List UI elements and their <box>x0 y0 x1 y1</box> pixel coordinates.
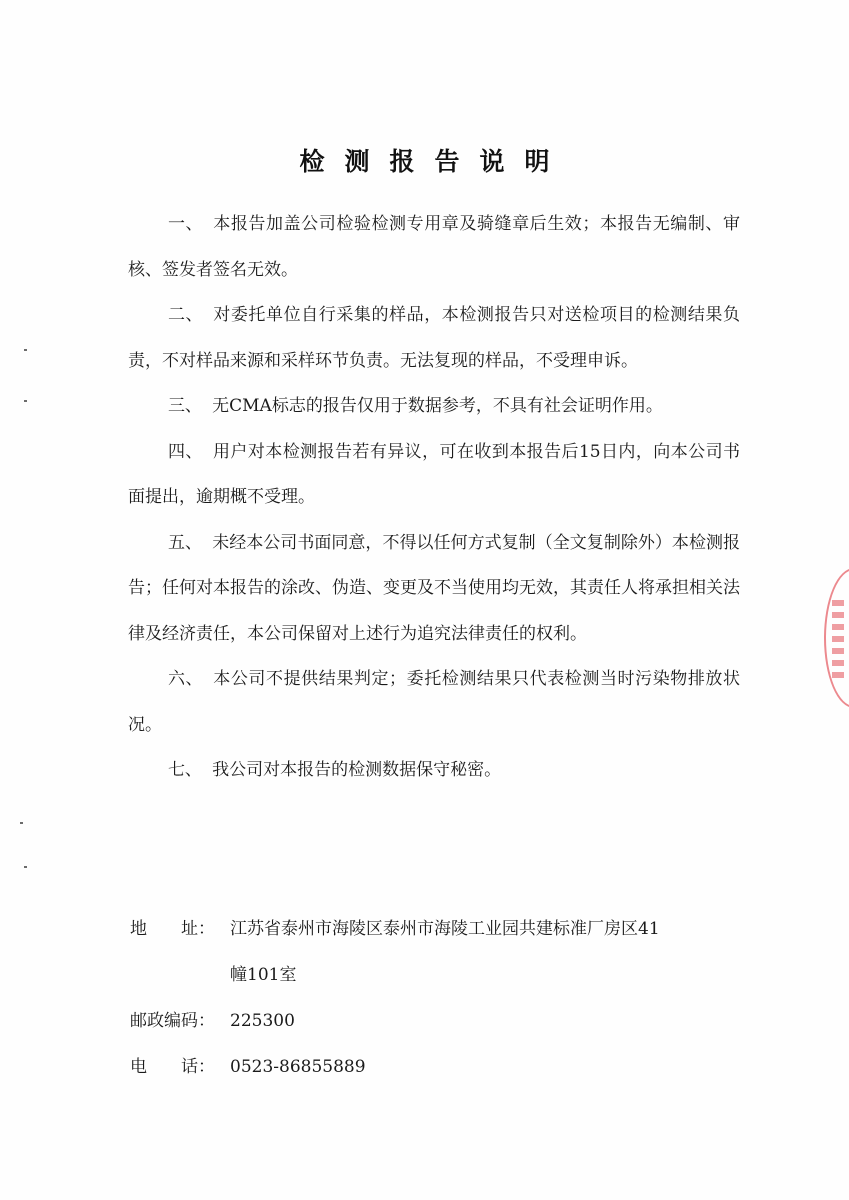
scan-speck <box>24 400 27 402</box>
list-item <box>128 384 740 430</box>
item-number: 二、 <box>167 305 204 325</box>
address-row-continued <box>130 952 750 998</box>
seal-stamp-edge <box>824 568 849 708</box>
postcode-row <box>130 998 750 1044</box>
list-item <box>128 430 740 521</box>
phone-value: 0523-86855889 <box>230 1057 366 1077</box>
phone-label: 电 话： <box>130 1057 215 1077</box>
list-item <box>128 202 740 293</box>
item-number: 三、 <box>167 396 202 416</box>
address-label: 地 址： <box>130 919 215 939</box>
item-number: 五、 <box>167 532 202 553</box>
address-value-line2: 幢101室 <box>230 965 297 985</box>
item-number: 一、 <box>167 214 204 234</box>
contact-info <box>130 906 750 1090</box>
item-number: 七、 <box>167 760 202 780</box>
list-item <box>128 748 740 794</box>
postcode-label: 邮政编码： <box>130 1011 215 1031</box>
item-text: 本公司不提供结果判定；委托检测结果只代表检测当时污染物排放状况。 <box>128 669 741 735</box>
item-text: 未经本公司书面同意，不得以任何方式复制（全文复制除外）本检测报告；任何对本报告的涂改、伪造、变更及不当使用均无效，其责任人将承担相关法律及经济责任，本公司保留对上述行为追究法律责任的权利。 <box>128 532 741 644</box>
item-text: 本报告加盖公司检验检测专用章及骑缝章后生效；本报告无编制、审核、签发者签名无效。 <box>128 214 741 280</box>
list-item <box>128 521 740 658</box>
address-row <box>130 906 750 952</box>
item-text: 用户对本检测报告若有异议，可在收到本报告后15日内，向本公司书面提出，逾期概不受理。 <box>128 441 740 507</box>
postcode-value: 225300 <box>230 1011 295 1031</box>
scan-speck <box>24 866 27 868</box>
list-item <box>128 657 740 748</box>
phone-row <box>130 1044 750 1090</box>
item-number: 四、 <box>167 441 203 462</box>
notes-list <box>128 202 740 794</box>
list-item <box>128 293 740 384</box>
item-text: 我公司对本报告的检测数据保守秘密。 <box>212 760 502 780</box>
page-title: 检测报告说明 <box>299 147 570 176</box>
item-number: 六、 <box>167 669 204 689</box>
address-value-line1: 江苏省泰州市海陵区泰州市海陵工业园共建标准厂房区41 <box>230 919 660 939</box>
scan-speck <box>20 822 23 824</box>
item-text: 对委托单位自行采集的样品，本检测报告只对送检项目的检测结果负责，不对样品来源和采样环节负责。无法复现的样品，不受理申诉。 <box>128 305 741 371</box>
scan-speck <box>24 349 27 351</box>
item-text: 无CMA标志的报告仅用于数据参考，不具有社会证明作用。 <box>212 396 663 416</box>
